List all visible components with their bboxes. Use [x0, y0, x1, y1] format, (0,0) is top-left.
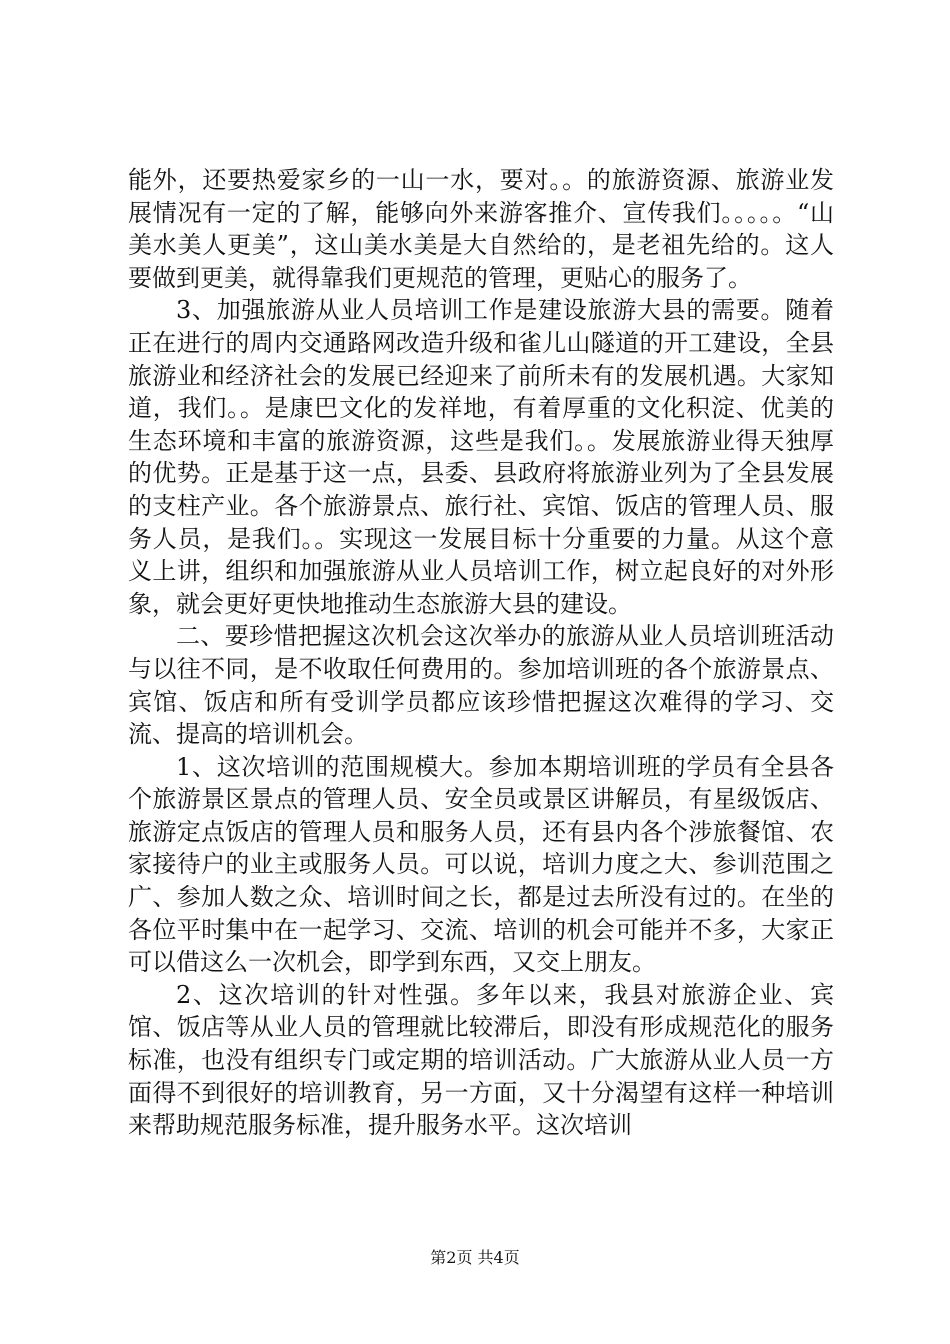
document-body — [128, 164, 834, 1142]
paragraph-training-scale: 1、这次培训的范围规模大。参加本期培训班的学员有全县各个旅游景区景点的管理人员、安全员或景区讲解员，有星级饭店、旅游定点饭店的管理人员和服务人员，还有县内各个涉旅餐馆、农家接待户的业主或服务人员。可以说，培训力度之大、参训范围之广、参加人数之众、培训时间之长，都是过去所没有过的。在坐的各位平时集中在一起学习、交流、培训的机会可能并不多，大家正可以借这么一次机会，即学到东西，又交上朋友。 — [128, 752, 834, 977]
paragraph-cherish-opportunity: 二、要珍惜把握这次机会这次举办的旅游从业人员培训班活动与以往不同，是不收取任何费用的。参加培训班的各个旅游景点、宾馆、饭店和所有受训学员都应该珍惜把握这次难得的学习、交流、提高的培训机会。 — [128, 622, 834, 749]
paragraph-continuation: 能外，还要热爱家乡的一山一水，要对。。的旅游资源、旅游业发展情况有一定的了解，能够向外来游客推介、宣传我们。。。。。“山美水美人更美”，这山美水美是大自然给的，是老祖先给的。这人要做到更美，就得靠我们更规范的管理，更贴心的服务了。 — [128, 166, 834, 292]
page-number-footer: 第2页 共4页 — [430, 1248, 520, 1267]
paragraph-training-relevance: 2、这次培训的针对性强。多年以来，我县对旅游企业、宾馆、饭店等从业人员的管理就比较滞后，即没有形成规范化的服务标准，也没有组织专门或定期的培训活动。广大旅游从业人员一方面得不到很好的培训教育，另一方面，又十分渴望有这样一种培训来帮助规范服务标准，提升服务水平。这次培训 — [128, 980, 834, 1140]
paragraph-tourism-county-need: 3、加强旅游从业人员培训工作是建设旅游大县的需要。随着正在进行的周内交通路网改造升级和雀儿山隧道的开工建设，全县旅游业和经济社会的发展已经迎来了前所未有的发展机遇。大家知道，我们。。是康巴文化的发祥地，有着厚重的文化积淀、优美的生态环境和丰富的旅游资源，这些是我们。。发展旅游业得天独厚的优势。正是基于这一点，县委、县政府将旅游业列为了全县发展的支柱产业。各个旅游景点、旅行社、宾馆、饭店的管理人员、服务人员，是我们。。实现这一发展目标十分重要的力量。从这个意义上讲，组织和加强旅游从业人员培训工作，树立起良好的对外形象，就会更好更快地推动生态旅游大县的建设。 — [128, 296, 834, 618]
